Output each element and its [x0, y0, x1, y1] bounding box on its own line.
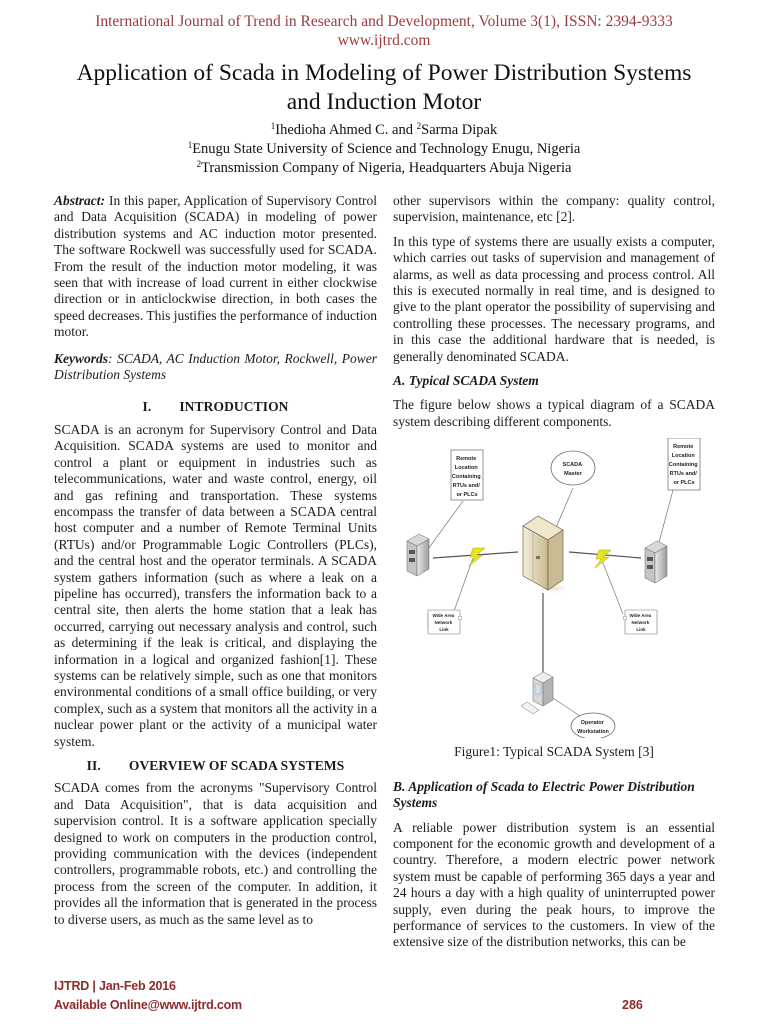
subsection-heading-typical-scada: A. Typical SCADA System: [393, 373, 539, 389]
overview-paragraph: SCADA comes from the acronyms "Supervisory Control and Data Acquisition", that is data acquisition and supervision control. It is a software application specially designed to work on computers in the production control, providing communication with the devices (independent controllers, programmable robots, etc.) and controlling the process from the screen of the computer. In addition, it provides all the information that is generated in the process to diverse users, as much as the same level as to: [54, 780, 377, 927]
section-number: I.: [142, 399, 152, 415]
left-column: [54, 193, 377, 936]
footer: [54, 977, 242, 1015]
affiliation-1: [0, 140, 768, 159]
author1-sup: 1: [270, 121, 276, 131]
abstract-label: Abstract:: [54, 193, 106, 208]
subsection-heading-application: B. Application of Scada to Electric Power Distribution Systems: [393, 778, 695, 811]
leader-line: [601, 558, 623, 614]
lightning-icon-left: [469, 548, 485, 566]
abstract-text: In this paper, Application of Supervisory Control and Data Acquisition (SCADA) in modeling of power distribution systems and AC induction motor presented. The software Rockwell was successfully used for SCADA. From the result of the induction motor modeling, it was seen that with increase of load current in either clockwise direction or in anticlockwise direction, in both cases the speed decreases. This justifies the performance of induction motor.: [54, 193, 377, 340]
author-line: [0, 121, 768, 140]
operator-workstation-icon: [521, 672, 553, 714]
remote-right-text: Remote Location Containing RTUs and/ or PLCs: [668, 444, 698, 487]
wan-left-text: Wide Area Network Link: [432, 613, 455, 633]
keywords-text: : SCADA, AC Induction Motor, Rockwell, Power Distribution Systems: [54, 350, 377, 383]
title-line-1: Application of Scada in Modeling of Power Distribution Systems: [76, 60, 692, 86]
journal-header: [0, 12, 768, 50]
figure-caption: Figure1: Typical SCADA System [3]: [454, 744, 654, 760]
footer-availability: Available Online@www.ijtrd.com: [54, 998, 242, 1012]
right-column: [393, 193, 715, 959]
application-paragraph: A reliable power distribution system is an essential component for the economic growth and development of a country. Therefore, a modern electric power network system must be capable of performing 365 days a year and 24 hours a day with a high quality of uninterrupted power supply, even during the peak hours, to improve the performance of services to the customers. In view of the extensive size of the distribution networks, this can be: [393, 819, 715, 950]
affiliation1-sup: 1: [187, 140, 193, 150]
section-title: INTRODUCTION: [179, 399, 289, 415]
page-number: 286: [622, 998, 643, 1012]
author1: Ihedioha Ahmed C. and: [275, 122, 417, 138]
rtu-server-icon-left: [407, 534, 429, 576]
overview-paragraph-2: In this type of systems there are usually exists a computer, which carries out tasks of supervision and management of alarms, as well as data processing and process control. All this is executed normally in real time, and is designed to give to the plant operator the possibility of supervising and controlling these processes. The necessary programs, and in this case the additional hardware that is needed, is generally denominated SCADA.: [393, 233, 715, 364]
affiliation1-text: Enugu State University of Science and Technology Enugu, Nigeria: [192, 141, 581, 157]
abstract: [54, 193, 377, 341]
keywords-label: Keywords: [54, 350, 108, 366]
keyboard-icon: [521, 702, 539, 714]
section-number: II.: [86, 758, 101, 773]
journal-url: www.ijtrd.com: [337, 32, 431, 49]
rtu-server-icon-right: [645, 541, 667, 583]
operator-text: Operator Workstation: [577, 720, 609, 736]
section-heading-introduction: [54, 399, 377, 415]
authors-block: [0, 121, 768, 178]
section-heading-overview: [54, 758, 377, 774]
introduction-paragraph: SCADA is an acronym for Supervisory Control and Data Acquisition. SCADA systems are used to monitor and control a plant or equipment in industries such as telecommunications, water and waste control, energy, oil and gas refining and transportation. These systems encompass the transfer of data between a SCADA central host computer and a number of Remote Terminal Units (RTUs) and/or Programmable Logic Controllers (PLCs), and the central host and the operator terminals. A SCADA system gathers information (such as where a leak on a pipeline has occurred), transfers the information back to a central site, then alerts the home station that a leak has occurred, carrying out necessary analysis and control, such as determining if the leak is critical, and displaying the information in a logical and organized fashion[1]. These systems can be relatively simple, such as one that monitors environmental conditions of a small office building, or very complex, such as a system that monitors all the activity in a nuclear power plant or the activity of a municipal water system.: [54, 421, 377, 749]
author2: Sarma Dipak: [421, 122, 498, 138]
leader-line: [453, 558, 473, 614]
author2-sup: 2: [416, 121, 422, 131]
title-line-2: and Induction Motor: [286, 89, 482, 115]
scada-master-server-icon: [523, 516, 573, 595]
scada-diagram-figure: [393, 438, 715, 738]
scada-master-label: [551, 451, 595, 485]
leader-line: [658, 490, 673, 546]
overview-continued: other supervisors within the company: quality control, supervision, maintenance, etc [2].: [393, 193, 715, 225]
journal-name: International Journal of Trend in Research and Development, Volume 3(1), ISSN: 2394-9333: [95, 13, 673, 30]
paper-title: [20, 59, 748, 117]
connector-icon: [458, 616, 462, 620]
scada-master-text: SCADA Master: [562, 462, 582, 478]
connector-icon: [623, 616, 627, 620]
leader-line: [553, 698, 583, 718]
section-title: OVERVIEW OF SCADA SYSTEMS: [128, 758, 345, 773]
affiliation2-sup: 2: [196, 159, 202, 169]
typical-scada-paragraph: The figure below shows a typical diagram of a SCADA system describing different components.: [393, 397, 715, 429]
remote-left-text: Remote Location Containing RTUs and/ or PLCs: [451, 456, 481, 499]
keywords: [54, 351, 377, 384]
scada-diagram: [393, 438, 715, 738]
lightning-icon-right: [595, 550, 611, 568]
affiliation-2: [0, 159, 768, 178]
affiliation2-text: Transmission Company of Nigeria, Headquarters Abuja Nigeria: [201, 160, 572, 176]
footer-issue: IJTRD | Jan-Feb 2016: [54, 979, 176, 993]
wan-right-text: Wide Area Network Link: [629, 613, 652, 633]
